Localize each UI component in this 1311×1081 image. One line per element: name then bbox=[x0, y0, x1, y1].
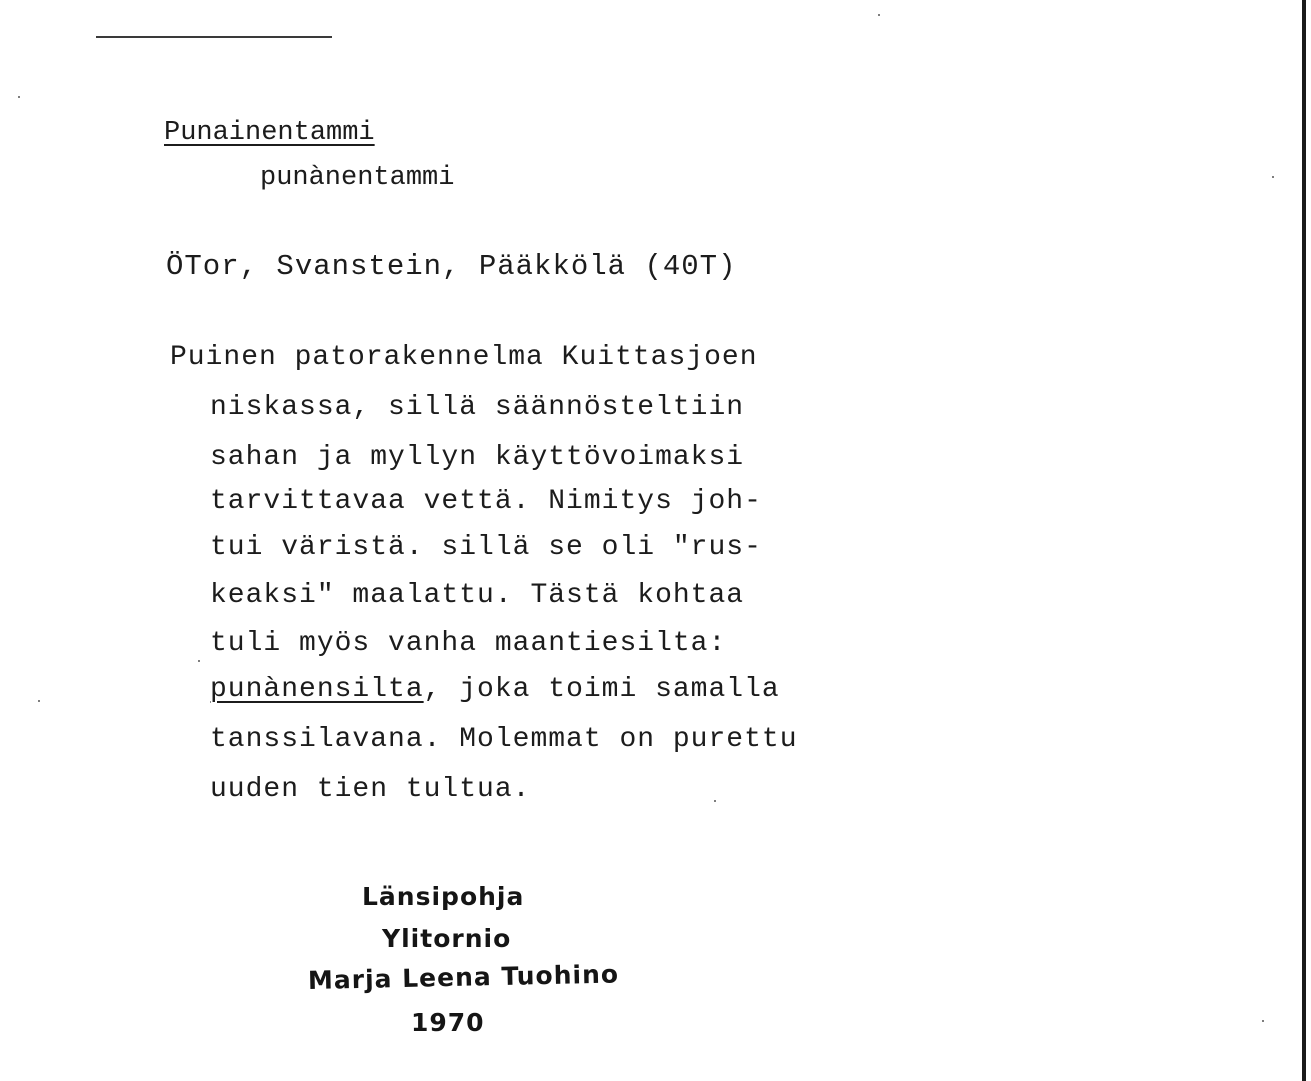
body-line-8-rest: , joka toimi samalla bbox=[423, 674, 780, 705]
stamp-region: Länsipohja bbox=[362, 882, 525, 911]
entry-location: ÖTor, Svanstein, Pääkkölä (40T) bbox=[166, 250, 737, 283]
body-line-1: Puinen patorakennelma Kuittasjoen bbox=[170, 342, 758, 373]
body-line-5: tui väristä. sillä se oli "rus- bbox=[210, 532, 762, 563]
top-rule-line bbox=[96, 36, 332, 38]
underlined-term: punànensilta bbox=[210, 674, 424, 705]
scan-speck bbox=[18, 96, 20, 98]
body-line-9: tanssilavana. Molemmat on purettu bbox=[210, 724, 798, 755]
scan-speck bbox=[1272, 176, 1274, 178]
scan-speck bbox=[198, 660, 200, 662]
body-line-3: sahan ja myllyn käyttövoimaksi bbox=[210, 442, 745, 473]
scan-speck bbox=[714, 800, 716, 802]
body-line-6: keaksi" maalattu. Tästä kohtaa bbox=[210, 580, 745, 611]
stamp-parish: Ylitornio bbox=[382, 924, 512, 953]
body-line-2: niskassa, sillä säännösteltiin bbox=[210, 392, 745, 423]
body-line-7: tuli myös vanha maantiesilta: bbox=[210, 628, 727, 659]
entry-pronunciation: punànentammi bbox=[260, 163, 455, 193]
scan-speck bbox=[1262, 1020, 1264, 1022]
scan-speck bbox=[38, 700, 40, 702]
entry-title: Punainentammi bbox=[164, 118, 375, 148]
body-line-4: tarvittavaa vettä. Nimitys joh- bbox=[210, 486, 762, 517]
scan-edge-shadow bbox=[1302, 0, 1306, 1081]
body-line-10: uuden tien tultua. bbox=[210, 774, 531, 805]
scan-speck bbox=[878, 14, 880, 16]
stamp-year: 1970 bbox=[411, 1008, 485, 1037]
stamp-collector: Marja Leena Tuohino bbox=[307, 959, 620, 995]
body-line-8 bbox=[210, 674, 780, 705]
